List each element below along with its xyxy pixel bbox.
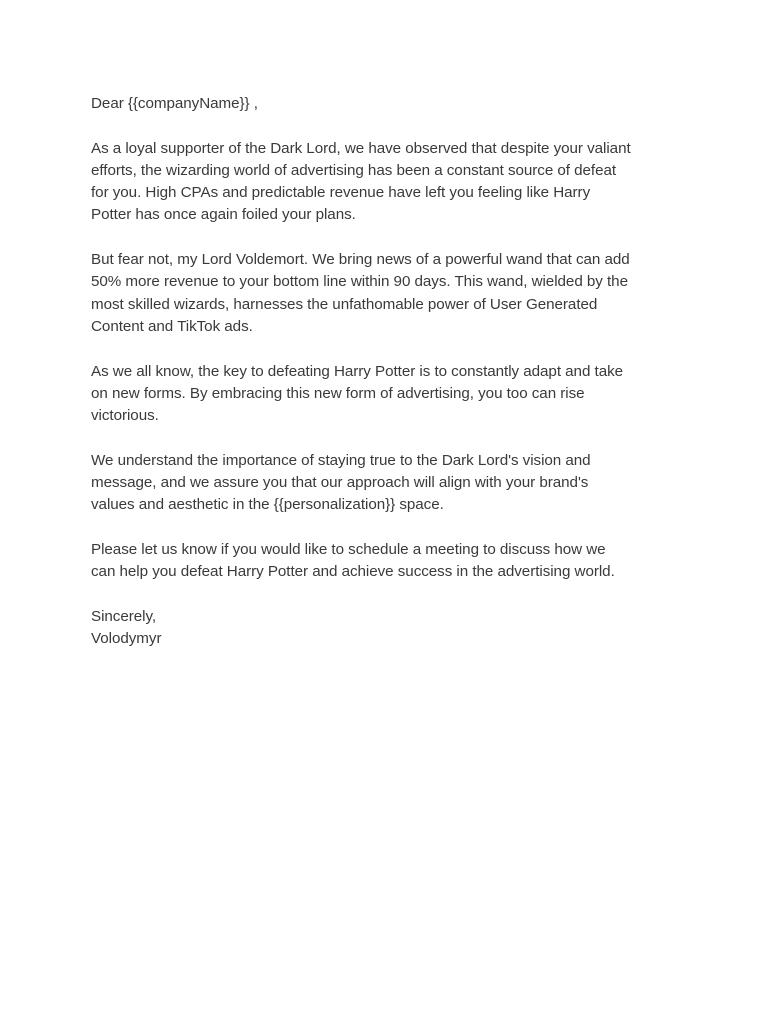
paragraph-4: We understand the importance of staying true to the Dark Lord's vision and message, and we assure you that our approach will align with your brand's values and aesthetic in the {{personalization}} space. (91, 451, 591, 514)
paragraph-5: Please let us know if you would like to schedule a meeting to discuss how we can help you defeat Harry Potter and achieve success in the advertising world. (91, 540, 615, 581)
paragraph-3: As we all know, the key to defeating Harry Potter is to constantly adapt and take on new forms. By embracing this new form of advertising, you too can rise victorious. (91, 362, 624, 425)
salutation: Dear {{companyName}} , (91, 95, 258, 112)
letter-body (91, 93, 711, 650)
paragraph-2: But fear not, my Lord Voldemort. We bring news of a powerful wand that can add 50% more revenue to your bottom line within 90 days. This wand, wielded by the most skilled wizards, harnesses the unfathomable power of User Generated Content and TikTok ads. (91, 251, 630, 335)
closing: Sincerely, (91, 607, 157, 625)
signature: Volodymyr (91, 630, 162, 648)
paragraph-1: As a loyal supporter of the Dark Lord, we have observed that despite your valiant efforts, the wizarding world of advertising has been a constant source of defeat for you. High CPAs and predictable revenue have left you feeling like Harry Potter has once again foiled your plans. (91, 139, 631, 224)
